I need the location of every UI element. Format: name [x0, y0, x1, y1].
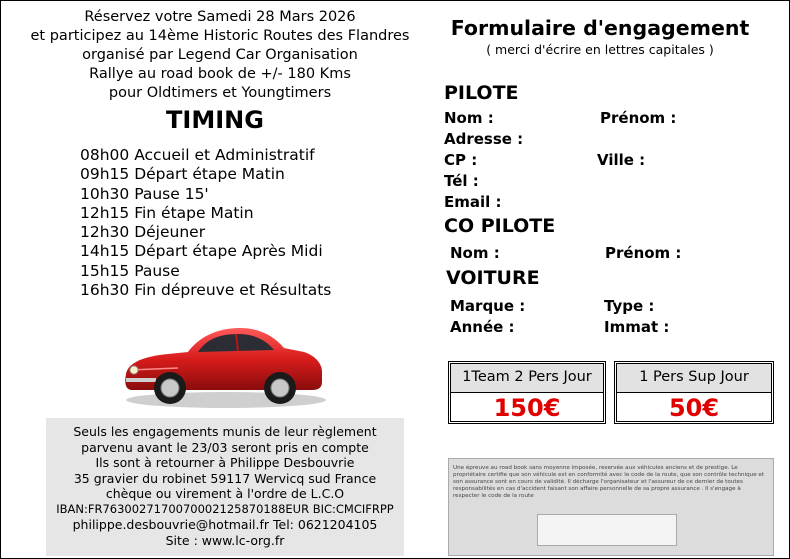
voiture-annee-field[interactable]: Année : — [450, 318, 515, 336]
intro-text — [0, 8, 440, 103]
price-value: 50€ — [668, 394, 720, 422]
info-line: Ils sont à retourner à Philippe Desbouvrie — [95, 455, 355, 470]
schedule-item: 16h30 Fin dépreuve et Résultats — [80, 281, 332, 300]
timing-title: TIMING — [166, 106, 264, 134]
price-team-box[interactable] — [448, 361, 606, 424]
voiture-type-field[interactable]: Type : — [604, 297, 655, 315]
copilote-prenom-field[interactable]: Prénom : — [605, 244, 682, 262]
pilote-prenom-field[interactable]: Prénom : — [600, 109, 677, 127]
copilote-nom-field[interactable]: Nom : — [450, 244, 500, 262]
schedule-item: 08h00 Accueil et Administratif — [80, 146, 315, 164]
pilote-adresse-field[interactable]: Adresse : — [444, 130, 524, 148]
red-classic-car-icon — [118, 312, 328, 412]
price-label: 1 Pers Sup Jour — [617, 364, 771, 393]
intro-line: pour Oldtimers et Youngtimers — [108, 85, 332, 101]
info-line: 35 gravier du robinet 59117 Wervicq sud France — [73, 470, 377, 486]
schedule-item: 09h15 Départ étape Matin — [80, 165, 285, 184]
voiture-heading: VOITURE — [446, 267, 540, 289]
pilote-heading: PILOTE — [444, 82, 519, 104]
intro-line: Rallye au road book de +/- 180 Kms — [89, 66, 351, 82]
pilote-email-field[interactable]: Email : — [444, 193, 502, 211]
legal-disclaimer-box — [448, 458, 774, 556]
price-label: 1Team 2 Pers Jour — [451, 364, 603, 393]
copilote-heading: CO PILOTE — [444, 215, 556, 237]
contact-line: philippe.desbouvrie@hotmail.fr Tel: 0621204105 — [72, 517, 378, 532]
voiture-marque-field[interactable]: Marque : — [450, 297, 526, 315]
price-value: 150€ — [493, 394, 561, 422]
iban-line: IBAN:FR7630027170070002125870188EUR BIC:CMCIFRPP — [56, 501, 394, 516]
info-line: chèque ou virement à l'ordre de L.C.O — [105, 486, 345, 501]
form-subtitle: ( merci d'écrire en lettres capitales ) — [486, 42, 714, 57]
signature-field[interactable] — [537, 514, 677, 546]
form-title: Formulaire d'engagement — [450, 16, 750, 40]
legal-disclaimer-text: Une épreuve au road book sans moyenne imposée, reservée aux véhicules anciens et de prestige. Le propriétaire certifie que son véhicule est en conformité avec le code de la route, que son contrôle technique et son assurance sont en cours de validité. Il décharge l'organisateur et l'assureur de ce dernier de toutes responsabilités en cas d'accident faisant son affaire personnelle de sa propre assurance . Il s'engage à respecter le code de la route — [453, 465, 765, 499]
price-extra-person-box[interactable] — [614, 361, 774, 424]
pilote-cp-field[interactable]: CP : — [444, 151, 478, 169]
intro-line: et participez au 14ème Historic Routes des Flandres — [30, 28, 410, 44]
voiture-immat-field[interactable]: Immat : — [604, 318, 670, 336]
pilote-nom-field[interactable]: Nom : — [444, 109, 494, 127]
intro-line: Réservez votre Samedi 28 Mars 2026 — [84, 9, 356, 25]
info-panel — [46, 418, 404, 556]
site-line: Site : www.lc-org.fr — [165, 532, 285, 548]
schedule-item: 12h30 Déjeuner — [80, 223, 206, 242]
schedule-item: 14h15 Départ étape Après Midi — [80, 242, 323, 261]
info-line: Seuls les engagements munis de leur règlement — [73, 424, 377, 439]
schedule-item: 12h15 Fin étape Matin — [80, 203, 254, 222]
schedule-item: 10h30 Pause 15' — [80, 184, 209, 203]
pilote-tel-field[interactable]: Tél : — [444, 172, 479, 190]
info-line: parvenu avant le 23/03 seront pris en compte — [81, 439, 369, 455]
intro-line: organisé par Legend Car Organisation — [82, 47, 358, 63]
timing-schedule — [80, 146, 331, 300]
pilote-ville-field[interactable]: Ville : — [597, 151, 646, 169]
schedule-item: 15h15 Pause — [80, 261, 180, 280]
